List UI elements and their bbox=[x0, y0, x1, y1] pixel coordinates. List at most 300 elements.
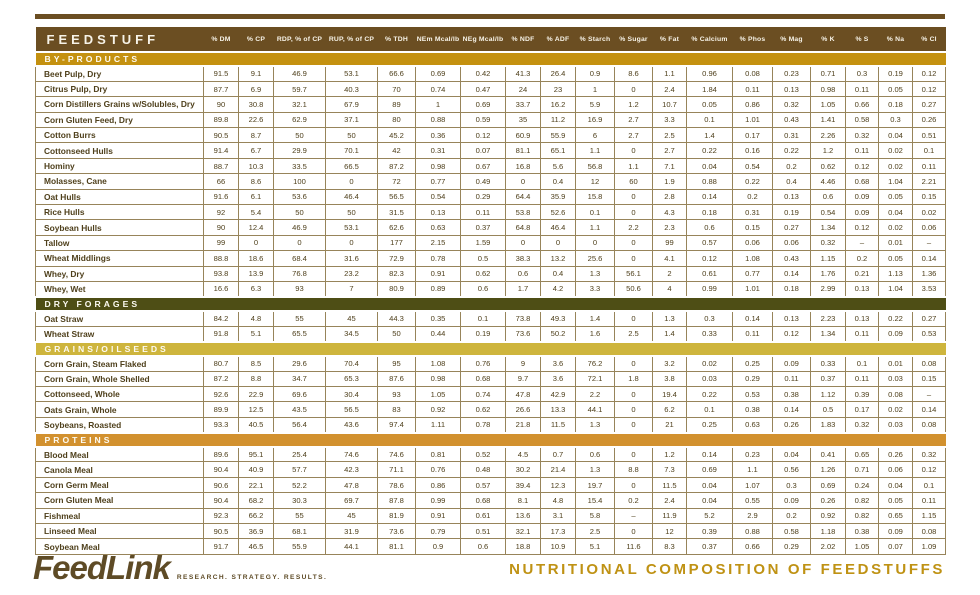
value-cell: 0.51 bbox=[913, 128, 946, 143]
section-label: GRAINS/OILSEEDS bbox=[36, 342, 946, 356]
section-label: BY-PRODUCTS bbox=[36, 52, 946, 66]
value-cell: 76.2 bbox=[576, 356, 615, 371]
value-cell: 0.16 bbox=[733, 143, 773, 158]
value-cell: 91.6 bbox=[204, 189, 239, 204]
value-cell: 2.8 bbox=[653, 189, 687, 204]
table-row bbox=[36, 128, 946, 143]
value-cell: 92.3 bbox=[204, 508, 239, 523]
value-cell: 7.3 bbox=[653, 462, 687, 477]
value-cell: 40.9 bbox=[239, 462, 274, 477]
table-row bbox=[36, 371, 946, 386]
value-cell: 0.69 bbox=[811, 477, 846, 492]
value-cell: 56.5 bbox=[378, 189, 416, 204]
section-band bbox=[36, 342, 946, 356]
value-cell: 0.12 bbox=[773, 326, 811, 341]
value-cell: 53.8 bbox=[506, 205, 541, 220]
value-cell: 2.7 bbox=[615, 128, 653, 143]
value-cell: 87.6 bbox=[378, 371, 416, 386]
value-cell: 0 bbox=[615, 311, 653, 326]
value-cell: 6.7 bbox=[239, 143, 274, 158]
value-cell: 0.1 bbox=[461, 311, 506, 326]
value-cell: 0.37 bbox=[811, 371, 846, 386]
value-cell: 0.69 bbox=[687, 462, 733, 477]
value-cell: 0.78 bbox=[416, 251, 461, 266]
column-header: RUP, % of CP bbox=[326, 27, 378, 52]
value-cell: 11.9 bbox=[653, 508, 687, 523]
value-cell: 19.4 bbox=[653, 386, 687, 401]
value-cell: 0.19 bbox=[879, 66, 913, 81]
value-cell: 65.1 bbox=[541, 143, 576, 158]
value-cell: 0.74 bbox=[461, 386, 506, 401]
feedlink-tagline: RESEARCH. STRATEGY. RESULTS. bbox=[176, 574, 328, 581]
value-cell: 16.6 bbox=[204, 281, 239, 296]
value-cell: 70 bbox=[378, 81, 416, 96]
section-label: DRY FORAGES bbox=[36, 297, 946, 311]
value-cell: 0.22 bbox=[687, 143, 733, 158]
value-cell: 12.5 bbox=[239, 402, 274, 417]
value-cell: 0.26 bbox=[913, 112, 946, 127]
top-accent-bar bbox=[35, 14, 945, 19]
value-cell: 0.36 bbox=[416, 128, 461, 143]
value-cell: 89.9 bbox=[204, 402, 239, 417]
value-cell: 0.2 bbox=[773, 508, 811, 523]
value-cell: 0.02 bbox=[687, 356, 733, 371]
value-cell: 11.5 bbox=[541, 417, 576, 432]
value-cell: 0 bbox=[615, 143, 653, 158]
value-cell: 1.1 bbox=[576, 220, 615, 235]
footer-title: NUTRITIONAL COMPOSITION OF FEEDSTUFFS bbox=[509, 561, 945, 578]
feed-name-cell: Tallow bbox=[36, 235, 204, 250]
value-cell: 0.3 bbox=[846, 66, 879, 81]
feed-name-cell: Corn Grain, Steam Flaked bbox=[36, 356, 204, 371]
value-cell: 64.8 bbox=[506, 220, 541, 235]
value-cell: 46.4 bbox=[326, 189, 378, 204]
value-cell: 0.65 bbox=[879, 508, 913, 523]
value-cell: 82.3 bbox=[378, 266, 416, 281]
value-cell: 0 bbox=[615, 205, 653, 220]
value-cell: 1.2 bbox=[811, 143, 846, 158]
value-cell: 0.05 bbox=[879, 189, 913, 204]
value-cell: 22.6 bbox=[239, 112, 274, 127]
value-cell: 0 bbox=[274, 235, 326, 250]
value-cell: 2.21 bbox=[913, 174, 946, 189]
value-cell: 0.11 bbox=[733, 81, 773, 96]
value-cell: 0.04 bbox=[879, 128, 913, 143]
value-cell: 22.9 bbox=[239, 386, 274, 401]
value-cell: 26.4 bbox=[541, 66, 576, 81]
value-cell: 0.09 bbox=[879, 326, 913, 341]
value-cell: 0.1 bbox=[576, 205, 615, 220]
value-cell: 4.2 bbox=[541, 281, 576, 296]
value-cell: 93.3 bbox=[204, 417, 239, 432]
value-cell: 2.15 bbox=[416, 235, 461, 250]
value-cell: 0.12 bbox=[846, 158, 879, 173]
value-cell: 81.1 bbox=[506, 143, 541, 158]
value-cell: 0.13 bbox=[773, 189, 811, 204]
value-cell: 3.6 bbox=[541, 356, 576, 371]
feed-name-cell: Cottonseed Hulls bbox=[36, 143, 204, 158]
value-cell: 0.4 bbox=[541, 266, 576, 281]
value-cell: 31.5 bbox=[378, 205, 416, 220]
value-cell: 177 bbox=[378, 235, 416, 250]
value-cell: 0.91 bbox=[416, 508, 461, 523]
value-cell: 89.8 bbox=[204, 112, 239, 127]
value-cell: 8.7 bbox=[239, 128, 274, 143]
value-cell: 0.11 bbox=[733, 326, 773, 341]
feed-name-cell: Soybean Meal bbox=[36, 539, 204, 554]
value-cell: 0.38 bbox=[773, 386, 811, 401]
value-cell: 91.8 bbox=[204, 326, 239, 341]
value-cell: 21.4 bbox=[541, 462, 576, 477]
value-cell: 1 bbox=[576, 81, 615, 96]
value-cell: 0.27 bbox=[913, 311, 946, 326]
value-cell: 0.05 bbox=[879, 251, 913, 266]
value-cell: 1.1 bbox=[615, 158, 653, 173]
value-cell: 69.6 bbox=[274, 386, 326, 401]
value-cell: 36.9 bbox=[239, 524, 274, 539]
value-cell: 46.4 bbox=[541, 220, 576, 235]
value-cell: 45.2 bbox=[378, 128, 416, 143]
value-cell: 100 bbox=[274, 174, 326, 189]
value-cell: 1.1 bbox=[576, 143, 615, 158]
value-cell: 1.7 bbox=[506, 281, 541, 296]
value-cell: 1.34 bbox=[811, 326, 846, 341]
value-cell: 50 bbox=[274, 128, 326, 143]
value-cell: 32.1 bbox=[506, 524, 541, 539]
value-cell: 10.3 bbox=[239, 158, 274, 173]
value-cell: 5.1 bbox=[239, 326, 274, 341]
value-cell: 44.1 bbox=[576, 402, 615, 417]
value-cell: – bbox=[913, 386, 946, 401]
value-cell: 0.76 bbox=[416, 462, 461, 477]
value-cell: 62.9 bbox=[274, 112, 326, 127]
value-cell: 0.66 bbox=[846, 97, 879, 112]
value-cell: 52.6 bbox=[541, 205, 576, 220]
value-cell: 81.9 bbox=[378, 508, 416, 523]
value-cell: 0.23 bbox=[773, 66, 811, 81]
value-cell: 18.8 bbox=[506, 539, 541, 554]
value-cell: 0.42 bbox=[461, 66, 506, 81]
value-cell: 74.6 bbox=[378, 447, 416, 462]
value-cell: 0 bbox=[239, 235, 274, 250]
value-cell: 0.12 bbox=[846, 220, 879, 235]
value-cell: 0.04 bbox=[687, 477, 733, 492]
value-cell: 0.55 bbox=[733, 493, 773, 508]
value-cell: 0.06 bbox=[733, 235, 773, 250]
value-cell: 8.8 bbox=[615, 462, 653, 477]
value-cell: 95 bbox=[378, 356, 416, 371]
value-cell: 4.46 bbox=[811, 174, 846, 189]
value-cell: 0 bbox=[506, 174, 541, 189]
value-cell: 8.1 bbox=[506, 493, 541, 508]
value-cell: 13.9 bbox=[239, 266, 274, 281]
value-cell: 2.4 bbox=[653, 81, 687, 96]
value-cell: 0 bbox=[506, 235, 541, 250]
value-cell: 0.54 bbox=[733, 158, 773, 173]
feed-name-cell: Corn Distillers Grains w/Solubles, Dry bbox=[36, 97, 204, 112]
value-cell: 0.39 bbox=[687, 524, 733, 539]
value-cell: 5.1 bbox=[576, 539, 615, 554]
value-cell: – bbox=[846, 235, 879, 250]
value-cell: 0.6 bbox=[576, 447, 615, 462]
value-cell: 2.99 bbox=[811, 281, 846, 296]
value-cell: 0.08 bbox=[913, 524, 946, 539]
feed-name-cell: Corn Germ Meal bbox=[36, 477, 204, 492]
value-cell: 0 bbox=[615, 386, 653, 401]
value-cell: 0.81 bbox=[416, 447, 461, 462]
value-cell: 29.6 bbox=[274, 356, 326, 371]
value-cell: 1.34 bbox=[811, 220, 846, 235]
value-cell: 0.1 bbox=[913, 143, 946, 158]
value-cell: 0.19 bbox=[773, 205, 811, 220]
value-cell: 0.62 bbox=[461, 266, 506, 281]
value-cell: 68.1 bbox=[274, 524, 326, 539]
value-cell: 4.1 bbox=[653, 251, 687, 266]
value-cell: 0.12 bbox=[913, 462, 946, 477]
value-cell: 0.71 bbox=[811, 66, 846, 81]
table-row bbox=[36, 251, 946, 266]
value-cell: 35 bbox=[506, 112, 541, 127]
value-cell: 0.61 bbox=[461, 508, 506, 523]
value-cell: 60.9 bbox=[506, 128, 541, 143]
feed-name-cell: Fishmeal bbox=[36, 508, 204, 523]
value-cell: 0.05 bbox=[879, 493, 913, 508]
value-cell: 0.1 bbox=[687, 112, 733, 127]
value-cell: 1.05 bbox=[416, 386, 461, 401]
value-cell: 2.5 bbox=[653, 128, 687, 143]
value-cell: 2.02 bbox=[811, 539, 846, 554]
value-cell: 0.65 bbox=[846, 447, 879, 462]
value-cell: 32.1 bbox=[274, 97, 326, 112]
column-header: % CP bbox=[239, 27, 274, 52]
value-cell: 55.9 bbox=[541, 128, 576, 143]
value-cell: 0.06 bbox=[913, 220, 946, 235]
value-cell: 0.49 bbox=[461, 174, 506, 189]
value-cell: 40.3 bbox=[326, 81, 378, 96]
value-cell: 18.6 bbox=[239, 251, 274, 266]
value-cell: 1.1 bbox=[653, 66, 687, 81]
value-cell: 0.14 bbox=[773, 402, 811, 417]
value-cell: 50 bbox=[378, 326, 416, 341]
value-cell: 72.9 bbox=[378, 251, 416, 266]
value-cell: 66.5 bbox=[326, 158, 378, 173]
value-cell: 3.53 bbox=[913, 281, 946, 296]
column-header: % Calcium bbox=[687, 27, 733, 52]
feed-name-cell: Corn Grain, Whole Shelled bbox=[36, 371, 204, 386]
value-cell: 0.39 bbox=[846, 386, 879, 401]
value-cell: 0.01 bbox=[879, 356, 913, 371]
value-cell: 0.03 bbox=[879, 417, 913, 432]
value-cell: 0.02 bbox=[879, 402, 913, 417]
value-cell: 0.14 bbox=[733, 311, 773, 326]
value-cell: 0.11 bbox=[461, 205, 506, 220]
value-cell: 87.8 bbox=[378, 493, 416, 508]
value-cell: 0.11 bbox=[846, 143, 879, 158]
value-cell: 0.89 bbox=[416, 281, 461, 296]
value-cell: 49.3 bbox=[541, 311, 576, 326]
value-cell: 0.44 bbox=[416, 326, 461, 341]
feed-name-cell: Corn Gluten Feed, Dry bbox=[36, 112, 204, 127]
value-cell: 67.9 bbox=[326, 97, 378, 112]
value-cell: 0.53 bbox=[913, 326, 946, 341]
value-cell: 42 bbox=[378, 143, 416, 158]
value-cell: 12 bbox=[576, 174, 615, 189]
value-cell: 0.61 bbox=[687, 266, 733, 281]
value-cell: 0.02 bbox=[913, 205, 946, 220]
value-cell: 2.23 bbox=[811, 311, 846, 326]
value-cell: 1.18 bbox=[811, 524, 846, 539]
value-cell: 16.9 bbox=[576, 112, 615, 127]
value-cell: 80.9 bbox=[378, 281, 416, 296]
value-cell: 50 bbox=[326, 205, 378, 220]
value-cell: 13.2 bbox=[541, 251, 576, 266]
value-cell: 1.08 bbox=[733, 251, 773, 266]
value-cell: 22.1 bbox=[239, 477, 274, 492]
value-cell: 47.8 bbox=[506, 386, 541, 401]
value-cell: 87.2 bbox=[378, 158, 416, 173]
feedstuff-table bbox=[35, 27, 946, 555]
value-cell: 34.5 bbox=[326, 326, 378, 341]
value-cell: 42.3 bbox=[326, 462, 378, 477]
value-cell: 0.05 bbox=[687, 97, 733, 112]
value-cell: 0.82 bbox=[846, 493, 879, 508]
value-cell: 0.13 bbox=[773, 311, 811, 326]
value-cell: 0.9 bbox=[416, 539, 461, 554]
value-cell: 15.4 bbox=[576, 493, 615, 508]
value-cell: 1.59 bbox=[461, 235, 506, 250]
value-cell: 30.8 bbox=[239, 97, 274, 112]
value-cell: 6.9 bbox=[239, 81, 274, 96]
value-cell: 31.9 bbox=[326, 524, 378, 539]
value-cell: 0.14 bbox=[913, 251, 946, 266]
value-cell: 15.8 bbox=[576, 189, 615, 204]
value-cell: 90.4 bbox=[204, 462, 239, 477]
value-cell: 0.22 bbox=[733, 174, 773, 189]
value-cell: 0.2 bbox=[733, 189, 773, 204]
feed-name-cell: Oats Grain, Whole bbox=[36, 402, 204, 417]
value-cell: 89 bbox=[378, 97, 416, 112]
value-cell: 0.1 bbox=[913, 477, 946, 492]
value-cell: 2 bbox=[653, 266, 687, 281]
value-cell: 84.2 bbox=[204, 311, 239, 326]
value-cell: 1.2 bbox=[615, 97, 653, 112]
value-cell: 0.7 bbox=[541, 447, 576, 462]
table-row bbox=[36, 112, 946, 127]
column-header: % S bbox=[846, 27, 879, 52]
value-cell: 1.84 bbox=[687, 81, 733, 96]
value-cell: 92 bbox=[204, 205, 239, 220]
column-header: NEm Mcal/lb bbox=[416, 27, 461, 52]
value-cell: 0.26 bbox=[811, 493, 846, 508]
value-cell: 2.3 bbox=[653, 220, 687, 235]
column-header: % NDF bbox=[506, 27, 541, 52]
value-cell: 1.3 bbox=[576, 266, 615, 281]
value-cell: 88.8 bbox=[204, 251, 239, 266]
value-cell: 0.22 bbox=[773, 143, 811, 158]
value-cell: 0.04 bbox=[687, 493, 733, 508]
value-cell: 31.6 bbox=[326, 251, 378, 266]
value-cell: 0 bbox=[615, 189, 653, 204]
table-row bbox=[36, 524, 946, 539]
value-cell: 91.4 bbox=[204, 143, 239, 158]
value-cell: 34.7 bbox=[274, 371, 326, 386]
value-cell: 0.14 bbox=[687, 189, 733, 204]
feed-name-cell: Whey, Dry bbox=[36, 266, 204, 281]
feed-name-cell: Cottonseed, Whole bbox=[36, 386, 204, 401]
value-cell: 0.01 bbox=[879, 235, 913, 250]
feed-name-cell: Wheat Straw bbox=[36, 326, 204, 341]
value-cell: 60 bbox=[615, 174, 653, 189]
value-cell: 4 bbox=[653, 281, 687, 296]
value-cell: 0.6 bbox=[461, 281, 506, 296]
section-band bbox=[36, 297, 946, 311]
value-cell: 39.4 bbox=[506, 477, 541, 492]
column-header: RDP, % of CP bbox=[274, 27, 326, 52]
value-cell: 0 bbox=[615, 251, 653, 266]
value-cell: 50.2 bbox=[541, 326, 576, 341]
value-cell: 0.15 bbox=[913, 189, 946, 204]
value-cell: 0.03 bbox=[879, 371, 913, 386]
value-cell: 0.37 bbox=[687, 539, 733, 554]
value-cell: 0.92 bbox=[416, 402, 461, 417]
table-row bbox=[36, 205, 946, 220]
value-cell: 50 bbox=[326, 128, 378, 143]
value-cell: 3.3 bbox=[576, 281, 615, 296]
value-cell: 4.8 bbox=[239, 311, 274, 326]
value-cell: 0.27 bbox=[773, 220, 811, 235]
value-cell: 2.26 bbox=[811, 128, 846, 143]
value-cell: 69.7 bbox=[326, 493, 378, 508]
value-cell: 1.07 bbox=[733, 477, 773, 492]
value-cell: 1.15 bbox=[913, 508, 946, 523]
column-header: % TDH bbox=[378, 27, 416, 52]
value-cell: 1.41 bbox=[811, 112, 846, 127]
value-cell: 0.14 bbox=[687, 447, 733, 462]
table-row bbox=[36, 386, 946, 401]
value-cell: 44.1 bbox=[326, 539, 378, 554]
value-cell: 1.26 bbox=[811, 462, 846, 477]
value-cell: 0.77 bbox=[733, 266, 773, 281]
value-cell: 37.1 bbox=[326, 112, 378, 127]
value-cell: 73.6 bbox=[506, 326, 541, 341]
value-cell: 0.18 bbox=[773, 281, 811, 296]
value-cell: 41.3 bbox=[506, 66, 541, 81]
column-header: % ADF bbox=[541, 27, 576, 52]
value-cell: 90 bbox=[204, 97, 239, 112]
value-cell: 6.1 bbox=[239, 189, 274, 204]
value-cell: 0.79 bbox=[416, 524, 461, 539]
value-cell: 0.88 bbox=[687, 174, 733, 189]
value-cell: 0.32 bbox=[846, 128, 879, 143]
value-cell: 80 bbox=[378, 112, 416, 127]
value-cell: 0.24 bbox=[846, 477, 879, 492]
value-cell: 73.8 bbox=[506, 311, 541, 326]
value-cell: 0.1 bbox=[687, 402, 733, 417]
value-cell: – bbox=[913, 235, 946, 250]
value-cell: 10.9 bbox=[541, 539, 576, 554]
value-cell: 11.2 bbox=[541, 112, 576, 127]
column-header: % Mag bbox=[773, 27, 811, 52]
value-cell: 30.3 bbox=[274, 493, 326, 508]
value-cell: 56.4 bbox=[274, 417, 326, 432]
value-cell: 0.47 bbox=[461, 81, 506, 96]
value-cell: 90.4 bbox=[204, 493, 239, 508]
value-cell: 0.66 bbox=[733, 539, 773, 554]
value-cell: 5.8 bbox=[576, 508, 615, 523]
value-cell: 65.5 bbox=[274, 326, 326, 341]
value-cell: 95.1 bbox=[239, 447, 274, 462]
value-cell: 0.54 bbox=[416, 189, 461, 204]
